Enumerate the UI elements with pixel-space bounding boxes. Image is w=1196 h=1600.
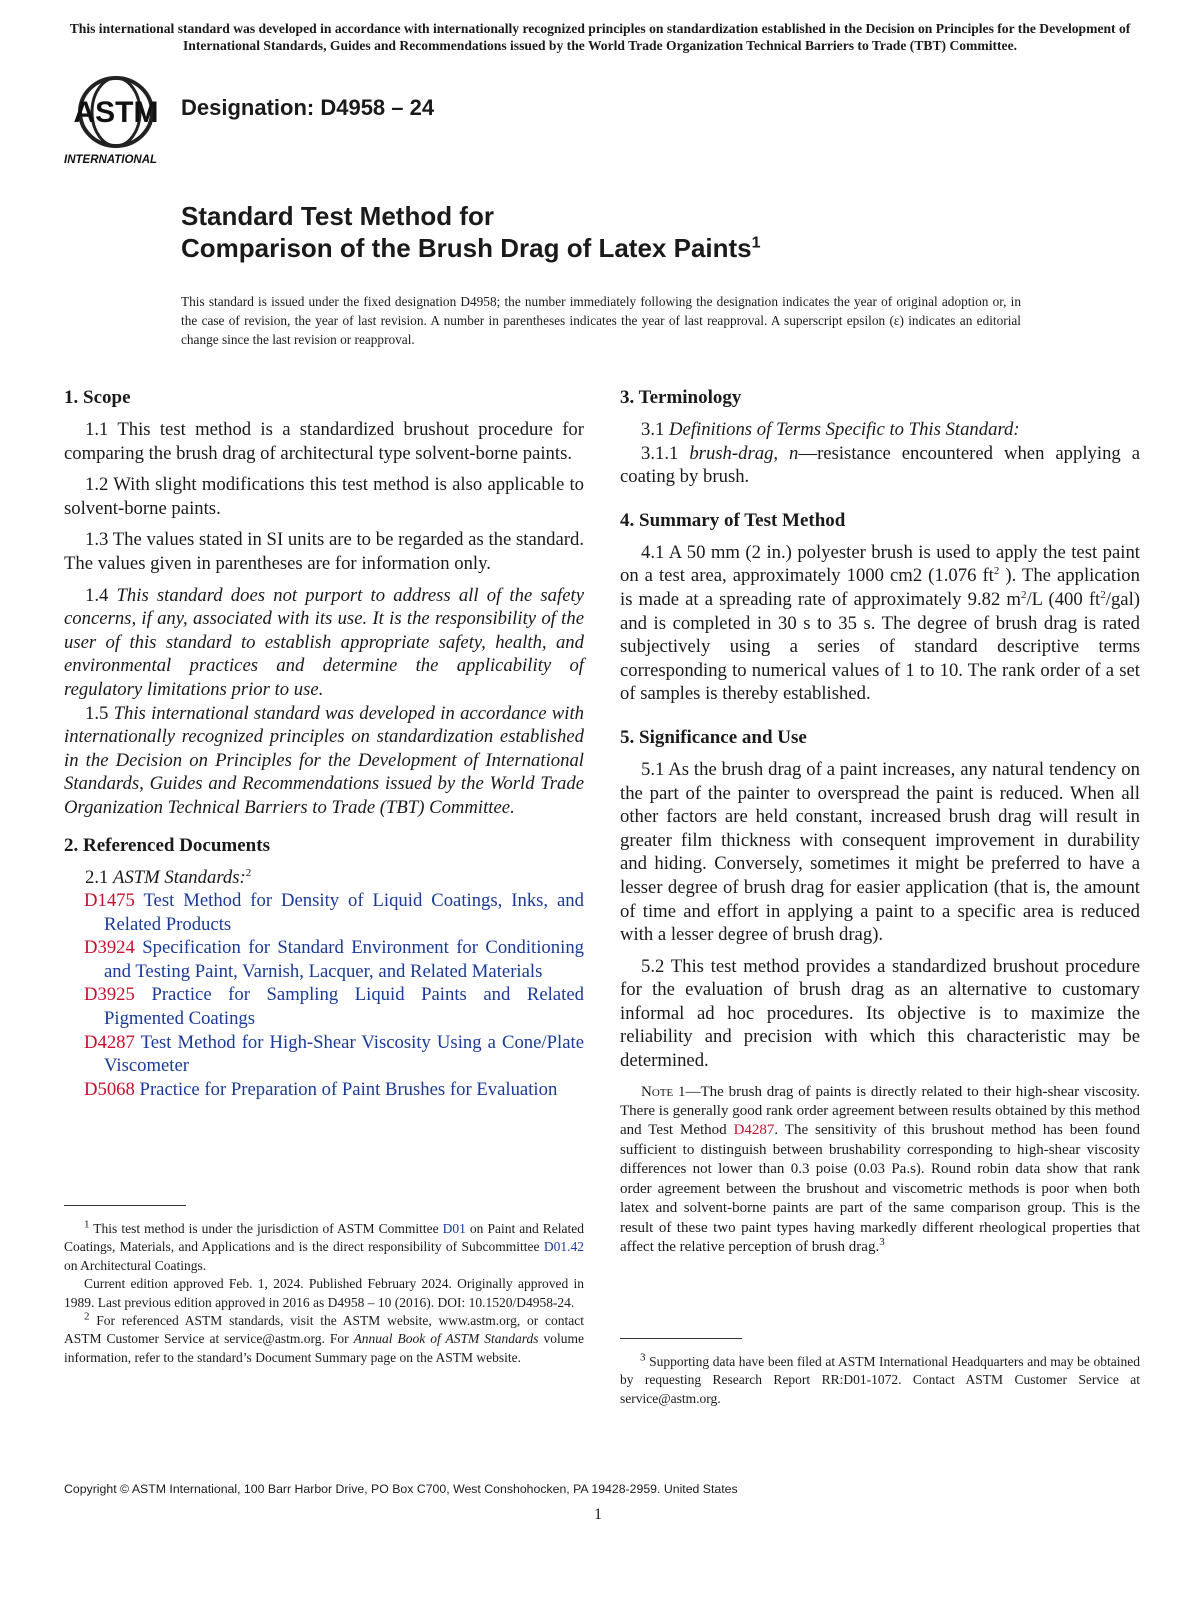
title-footnote-ref[interactable]: 1 [751, 234, 761, 252]
paragraph [64, 584, 584, 702]
reference-code[interactable]: D3924 [84, 937, 135, 959]
title-line-1: Standard Test Method for [181, 201, 494, 231]
reference-item[interactable] [64, 983, 584, 1030]
text-run: on Paint and Related Coatings, Materials, and Applications and is the direct responsibility of Subcommittee [64, 1221, 584, 1255]
issued-note: This standard is issued under the fixed designation D4958; the number immediately following the designation indicates the year of original adoption or, in the case of revision, the year of last revision. A number in parentheses indicates the year of last reapproval. A superscript epsilon (ε) indicates an editorial change since the last revision or reapproval. [181, 294, 1021, 347]
text-run: For referenced ASTM standards, visit the ASTM website, www.astm.org, or contact ASTM Customer Service at service@astm.org. For [64, 1313, 584, 1347]
subcommittee-link[interactable]: D01.42 [543, 1239, 584, 1255]
text-run: /L (400 ft [1026, 588, 1101, 610]
text-run: —The brush drag of paints is directly related to their high-shear viscosity. There is generally good rank order agreement between results obtained by this method and Test Method [620, 1083, 1140, 1139]
reference-title[interactable]: Practice for Sampling Liquid Paints and Related Pigmented Coatings [104, 984, 584, 1030]
text-run: ). The application is made at a spreading rate of approximately 9.82 m [620, 565, 1140, 610]
superscript: 2 [993, 565, 1000, 578]
defined-term: brush-drag, n [689, 442, 799, 464]
designation: Designation: D4958 – 24 [181, 95, 435, 120]
section-summary [620, 509, 1140, 706]
paragraph [64, 866, 584, 890]
text-run: on Architectural Coatings. [64, 1257, 207, 1273]
reference-title[interactable]: Test Method for High-Shear Viscosity Using a Cone/Plate Viscometer [104, 1031, 584, 1077]
text-run: /gal) and is completed in 30 s to 35 s. The degree of brush drag is rated subjectively using a series of standard descriptive terms corresponding to numerical values of 1 to 10. The rank order of a set of samples is thereby established. [620, 588, 1140, 705]
paragraph-number: 1.4 [85, 584, 109, 606]
reference-code[interactable]: D3925 [84, 984, 135, 1006]
logo-text: ASTM [73, 96, 159, 129]
paragraph: 1.2 With slight modifications this test method is also applicable to solvent-borne paints. [64, 474, 584, 519]
text-run: Annual Book of ASTM Standards [353, 1331, 539, 1347]
text-run: Supporting data have been filed at ASTM International Headquarters and may be obtained by requesting Research Report RR:D01-1072. Contact ASTM Customer Service at service@astm.org. [620, 1354, 1140, 1406]
paragraph-text: This international standard was developed in accordance with internationally recognized principles on standardization established in the Decision on Principles for the Development of International Standards, Guides and Recommendations issued by the World Trade Organization Technical Barriers to Trade (TBT) Committee. [64, 702, 584, 818]
section-significance [620, 726, 1140, 1257]
footnote-divider [620, 1338, 742, 1339]
paragraph: 1.1 This test method is a standardized brushout procedure for comparing the brush drag of architectural type solvent-borne paints. [64, 419, 584, 464]
paragraph-number: 1.5 [85, 702, 109, 724]
superscript: 2 [1100, 588, 1106, 601]
superscript: 2 [1020, 588, 1027, 601]
reference-item[interactable] [64, 1031, 584, 1078]
paragraph-number: 3.1.1 [641, 442, 679, 464]
footnote-3 [620, 1353, 1140, 1408]
footnote-number: 2 [84, 1310, 90, 1323]
note-label: Note 1 [641, 1083, 686, 1100]
reference-item[interactable] [64, 936, 584, 983]
footnotes-right [620, 1338, 1140, 1408]
text-run: 4.1 A 50 mm (2 in.) polyester brush is used to apply the test paint on a test area, approximately 1000 cm2 (1.076 ft [620, 541, 1140, 587]
footnote-divider [64, 1205, 186, 1206]
section-heading: 4. Summary of Test Method [620, 509, 846, 531]
footnote-1-edition: Current edition approved Feb. 1, 2024. Published February 2024. Originally approved in 1989. Last previous edition approved in 2016 as D4958 – 10 (2016). DOI: 10.1520/D4958-24. [64, 1276, 584, 1310]
footnote-ref[interactable]: 2 [245, 866, 252, 879]
text-run: This test method is under the jurisdiction of ASTM Committee [89, 1221, 443, 1236]
astm-logo [64, 72, 170, 168]
footnote-2 [64, 1312, 584, 1367]
section-heading: 3. Terminology [620, 387, 742, 408]
section-heading: 5. Significance and Use [620, 726, 807, 748]
title-line-2 [181, 232, 761, 264]
section-terminology [620, 386, 1140, 489]
reference-title[interactable]: Practice for Preparation of Paint Brushes for Evaluation [139, 1078, 558, 1100]
note-1 [620, 1083, 1140, 1258]
title-text: Comparison of the Brush Drag of Latex Paints [181, 233, 752, 263]
paragraph: 5.1 As the brush drag of a paint increases, any natural tendency on the part of the painter to overspread the paint is reduced. When all other factors are held constant, increased brush drag will result in greater film thickness with consequent improvement in durability and hiding. Conversely, sometimes it might be preferred to have a lesser degree of brush drag for easier application (that is, the amount of time and effort in applying a paint to a specific area is reduced with a lesser degree of brush drag). [620, 758, 1140, 946]
logo-subtext: INTERNATIONAL [64, 154, 158, 166]
section-heading: 2. Referenced Documents [64, 834, 270, 856]
paragraph-number: 2.1 [85, 866, 109, 888]
reference-item[interactable] [64, 889, 584, 936]
paragraph [620, 418, 1140, 442]
footnotes-left [64, 1205, 584, 1367]
paragraph [620, 541, 1140, 706]
paragraph-text: ASTM Standards: [113, 866, 246, 888]
reference-item[interactable] [64, 1078, 584, 1102]
paragraph [620, 442, 1140, 489]
section-scope [64, 386, 584, 820]
paragraph: 5.2 This test method provides a standardized brushout procedure for the evaluation of brush drag as an alternative to customary informal ad hoc procedures. Its objective is to maximize the reliability and precision with which this characteristic may be determined. [620, 955, 1140, 1072]
left-column [64, 386, 584, 1115]
document-title [181, 200, 761, 264]
reference-code[interactable]: D4287 [84, 1031, 135, 1053]
text-run: volume information, refer to the standard’s Document Summary page on the ASTM website. [64, 1331, 584, 1365]
right-column [620, 386, 1140, 1271]
note-reference-link[interactable]: D4287 [733, 1122, 775, 1139]
section-heading: 1. Scope [64, 387, 131, 408]
top-notice: This international standard was developed in accordance with internationally recognized principles on standardization established in the Decision on Principles for the Development of International Standards, Guides and Recommendations issued by the World Trade Organization Technical Barriers to Trade (TBT) Committee. [69, 21, 1131, 53]
footnote-1 [64, 1220, 584, 1275]
paragraph: 1.3 The values stated in SI units are to be regarded as the standard. The values given in parentheses are for information only. [64, 529, 584, 574]
paragraph-text: This standard does not purport to address all of the safety concerns, if any, associated with its use. It is the responsibility of the user of this standard to establish appropriate safety, health, and environmental practices and determine the applicability of regulatory limitations prior to use. [64, 584, 584, 700]
footnote-number: 3 [640, 1351, 646, 1364]
committee-link[interactable]: D01 [442, 1221, 466, 1236]
footnote-ref[interactable]: 3 [879, 1235, 885, 1248]
page-number: 1 [594, 1506, 602, 1523]
reference-code[interactable]: D1475 [84, 890, 135, 912]
reference-title[interactable]: Test Method for Density of Liquid Coatings, Inks, and Related Products [104, 890, 584, 935]
section-referenced-documents [64, 834, 584, 1102]
paragraph-text: —resistance encountered when applying a coating by brush. [620, 442, 1141, 488]
reference-title[interactable]: Specification for Standard Environment for Conditioning and Testing Paint, Varnish, Lacquer, and Related Materials [104, 937, 585, 982]
copyright: Copyright © ASTM International, 100 Barr Harbor Drive, PO Box C700, West Conshohocken, PA 19428-2959. United States [64, 1482, 738, 1496]
footnote-number: 1 [84, 1218, 90, 1231]
paragraph-number: 3.1 [641, 419, 665, 440]
reference-code[interactable]: D5068 [84, 1078, 135, 1100]
paragraph-text: Definitions of Terms Specific to This Standard: [669, 419, 1020, 440]
paragraph [64, 702, 584, 820]
text-run: . The sensitivity of this brushout method has been found sufficient to distinguish between brushability corresponding to high-shear viscosity differences not lower than 0.3 poise (0.03 Pa.s). Round robin data show that rank order agreement between the brushout and viscometric methods is poor when both latex and solvent-borne paints are part of the same comparison group. This is the result of these two paint types having markedly different rheological properties that affect the relative perception of brush drag. [620, 1122, 1141, 1255]
